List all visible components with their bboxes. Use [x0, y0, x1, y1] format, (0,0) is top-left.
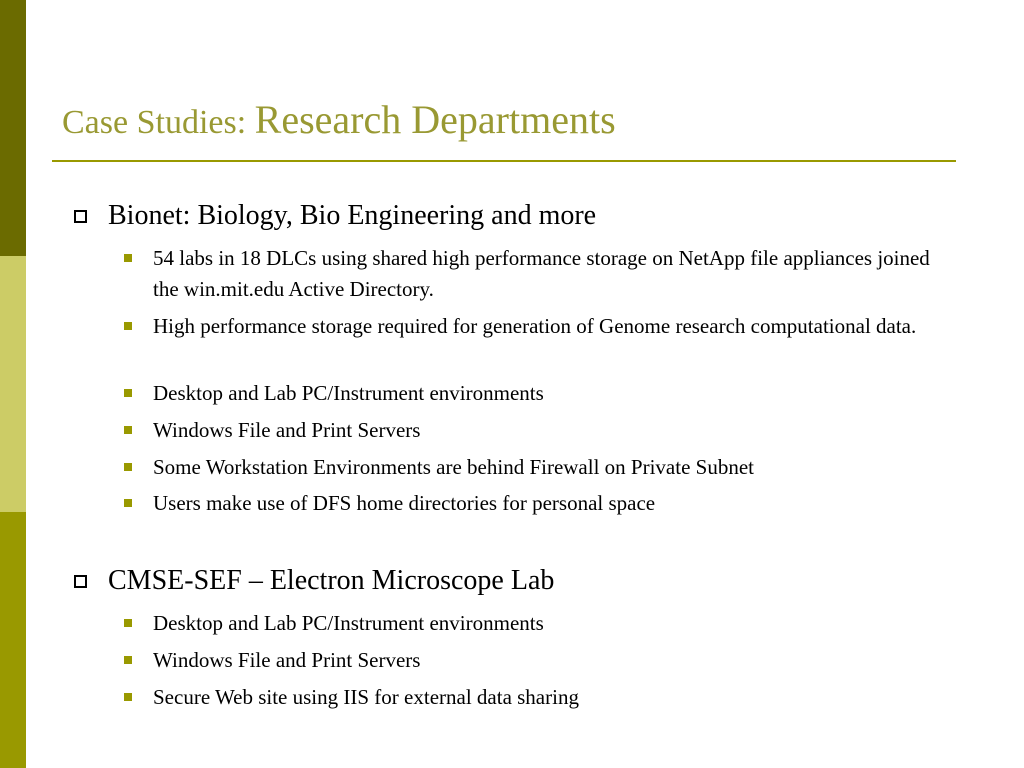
square-bullet-icon: [124, 254, 132, 262]
list-item: Users make use of DFS home directories for personal space: [153, 491, 656, 515]
square-bullet-icon: [124, 463, 132, 471]
hollow-square-bullet-icon: [74, 210, 87, 223]
list-item: Desktop and Lab PC/Instrument environments: [153, 381, 544, 405]
section-heading: Bionet: Biology, Bio Engineering and more: [108, 200, 597, 231]
square-bullet-icon: [124, 619, 132, 627]
section-heading: CMSE-SEF – Electron Microscope Lab: [108, 565, 555, 596]
list-item: 54 labs in 18 DLCs using shared high performance storage on NetApp file appliances joined the win.mit.edu Active Directory.: [153, 246, 930, 301]
list-item: Windows File and Print Servers: [153, 648, 421, 672]
square-bullet-icon: [124, 499, 132, 507]
list-item: Secure Web site using IIS for external data sharing: [153, 685, 579, 709]
slide-title-main: Research Departments: [254, 97, 616, 142]
square-bullet-icon: [124, 389, 132, 397]
list-item: Windows File and Print Servers: [153, 418, 421, 442]
square-bullet-icon: [124, 656, 132, 664]
slide-title-prefix: Case Studies:: [62, 104, 255, 141]
square-bullet-icon: [124, 322, 132, 330]
list-item: Some Workstation Environments are behind Firewall on Private Subnet: [153, 455, 754, 479]
hollow-square-bullet-icon: [74, 575, 87, 588]
square-bullet-icon: [124, 693, 132, 701]
list-item: High performance storage required for generation of Genome research computational data.: [153, 314, 917, 338]
list-item: Desktop and Lab PC/Instrument environments: [153, 611, 544, 635]
square-bullet-icon: [124, 426, 132, 434]
